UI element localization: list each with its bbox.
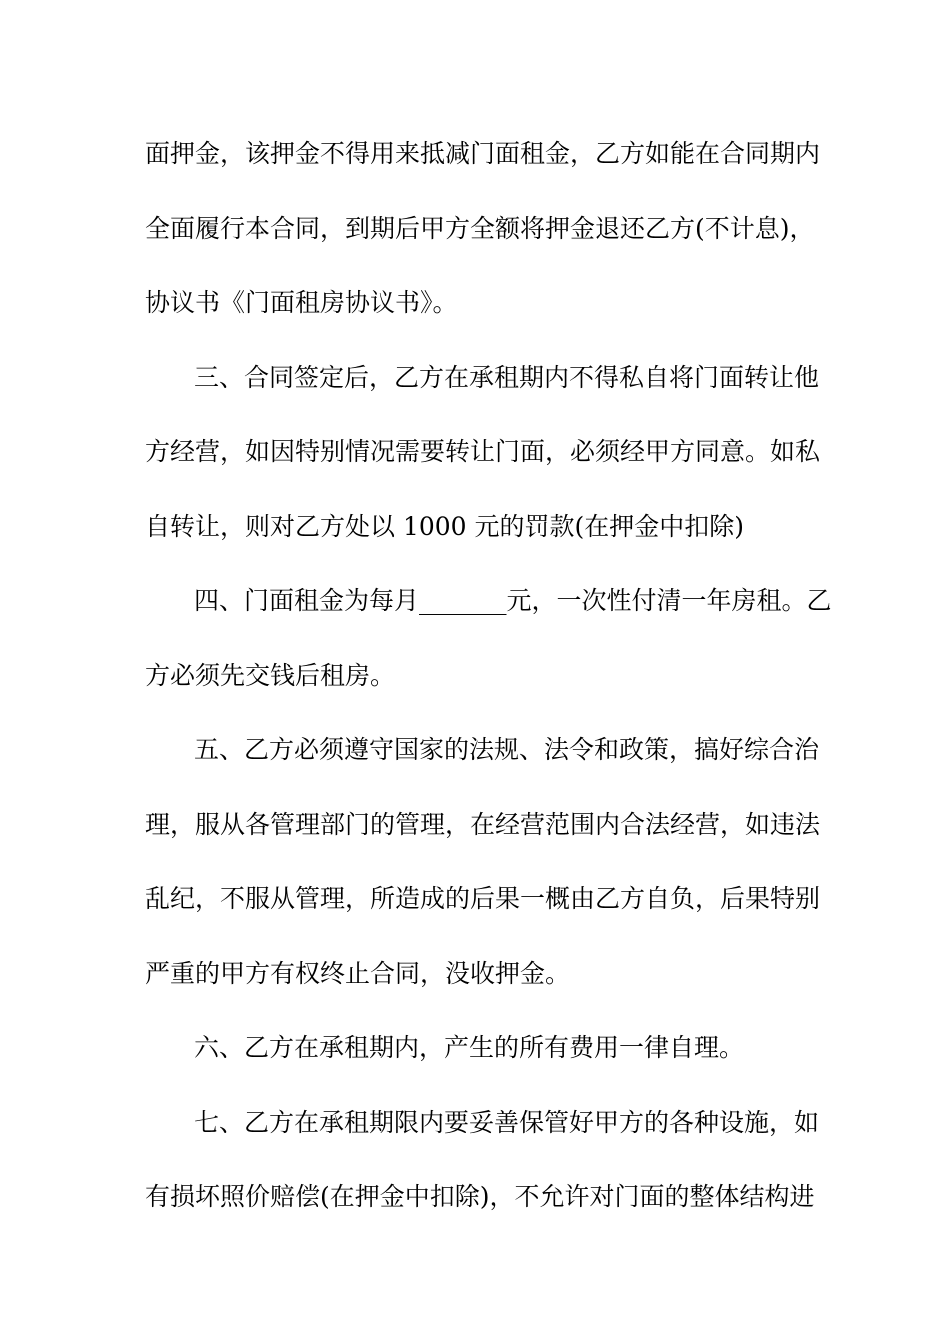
text-line: 自转让，则对乙方处以 1000 元的罚款(在押金中扣除) xyxy=(145,511,745,541)
text-line: 五、乙方必须遵守国家的法规、法令和政策，搞好综合治 xyxy=(194,735,820,764)
text-line: 协议书《门面租房协议书》。 xyxy=(145,288,458,317)
text-line: 三、合同签定后，乙方在承租期内不得私自将门面转让他 xyxy=(194,362,820,392)
text-line: 全面履行本合同，到期后甲方全额将押金退还乙方(不计息)， xyxy=(145,213,815,243)
text-line: 六、乙方在承租期内，产生的所有费用一律自理。 xyxy=(194,1033,745,1062)
text-line: 四、门面租金为每月_______元，一次性付清一年房租。乙 xyxy=(194,586,832,615)
text-line: 方必须先交钱后租房。 xyxy=(145,660,396,690)
text-line: 七、乙方在承租期限内要妥善保管好甲方的各种设施，如 xyxy=(194,1107,820,1137)
text-line: 面押金，该押金不得用来抵减门面租金，乙方如能在合同期内 xyxy=(145,139,821,168)
contract-text-body xyxy=(145,130,832,1248)
text-line: 严重的甲方有权终止合同，没收押金。 xyxy=(145,958,571,988)
text-line: 理，服从各管理部门的管理，在经营范围内合法经营，如违法 xyxy=(145,809,821,839)
text-line: 有损坏照价赔偿(在押金中扣除)，不允许对门面的整体结构进 xyxy=(145,1182,815,1211)
text-line: 方经营，如因特别情况需要转让门面，必须经甲方同意。如私 xyxy=(145,437,821,466)
text-line: 乱纪，不服从管理，所造成的后果一概由乙方自负，后果特别 xyxy=(145,884,821,913)
